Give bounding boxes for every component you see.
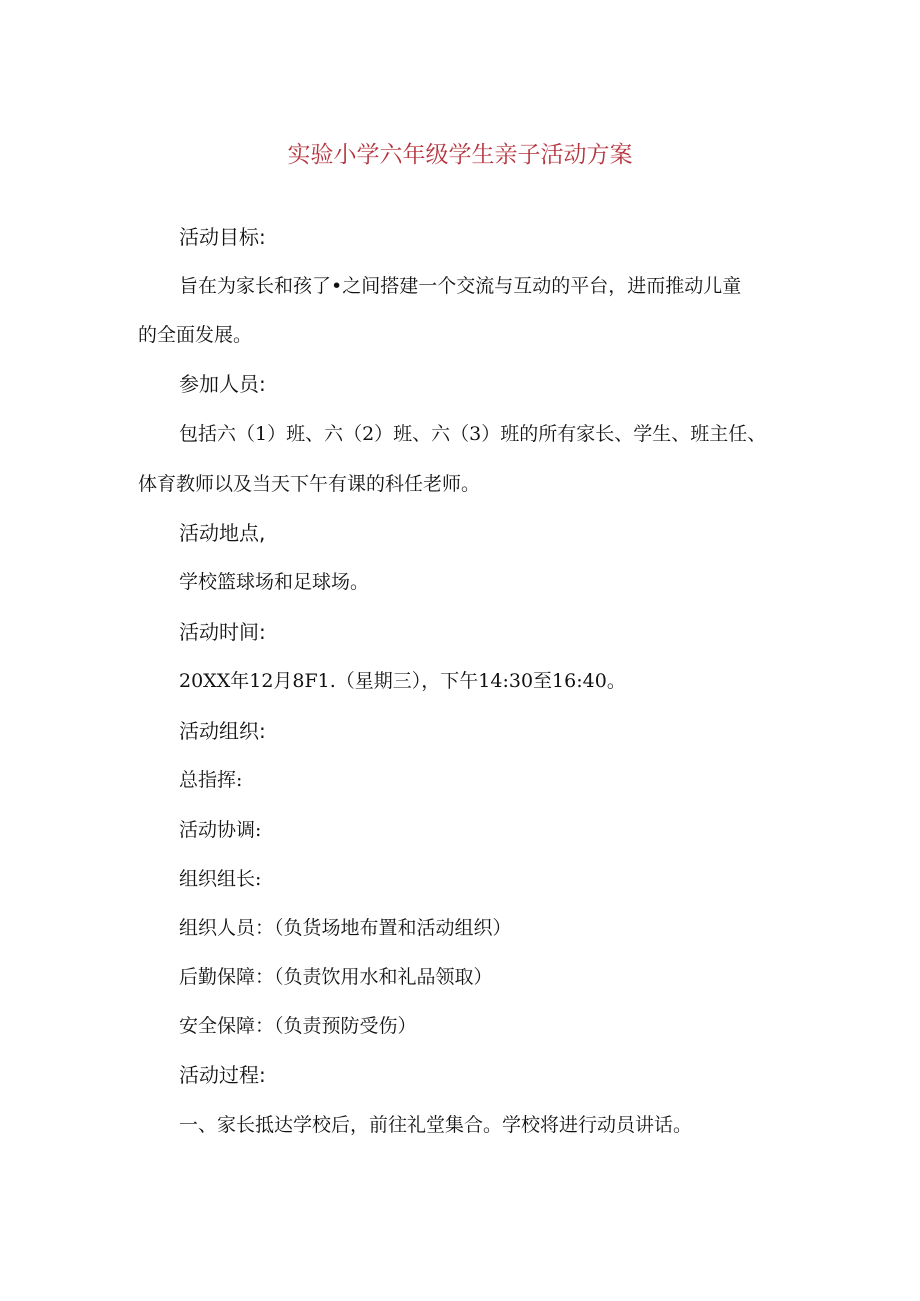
organization-item-coordination: 活动协调: [179,819,262,841]
participants-text-line-2: 体育教师以及当天下午有课的科任老师。 [138,473,481,495]
organization-heading: 活动组织: [179,719,266,743]
organization-item-team-leader: 组织组长: [179,868,262,890]
organization-item-staff: 组织人员：（负货场地布置和活动组织） [179,917,512,939]
goal-text-line-2: 的全面发展。 [138,324,253,346]
goal-heading: 活动目标: [179,225,266,249]
location-text: 学校篮球场和足球场。 [179,571,370,593]
process-heading: 活动过程: [179,1063,266,1087]
process-text-line-1: 一、家长抵达学校后，前往礼堂集合。学校将进行动员讲话。 [179,1114,693,1136]
goal-text-line-1: 旨在为家长和孩了•之间搭建一个交流与互动的平台，进而推动儿童 [179,275,742,297]
document-title: 实验小学六年级学生亲子活动方案 [287,142,633,168]
participants-heading: 参加人员: [179,372,266,396]
location-heading: 活动地点, [179,521,266,545]
time-heading: 活动时间: [179,620,266,644]
time-text: 20XX年12月8F1.（星期三），下午14:30至16:40。 [179,670,626,692]
organization-item-safety: 安全保障：（负责预防受伤） [179,1015,417,1037]
organization-item-logistics: 后勤保障：（负责饮用水和礼品领取） [179,966,493,988]
participants-text-line-1: 包括六（1）班、六（2）班、六（3）班的所有家长、学生、班主任、 [179,423,767,445]
organization-item-commander: 总指挥: [179,769,243,791]
